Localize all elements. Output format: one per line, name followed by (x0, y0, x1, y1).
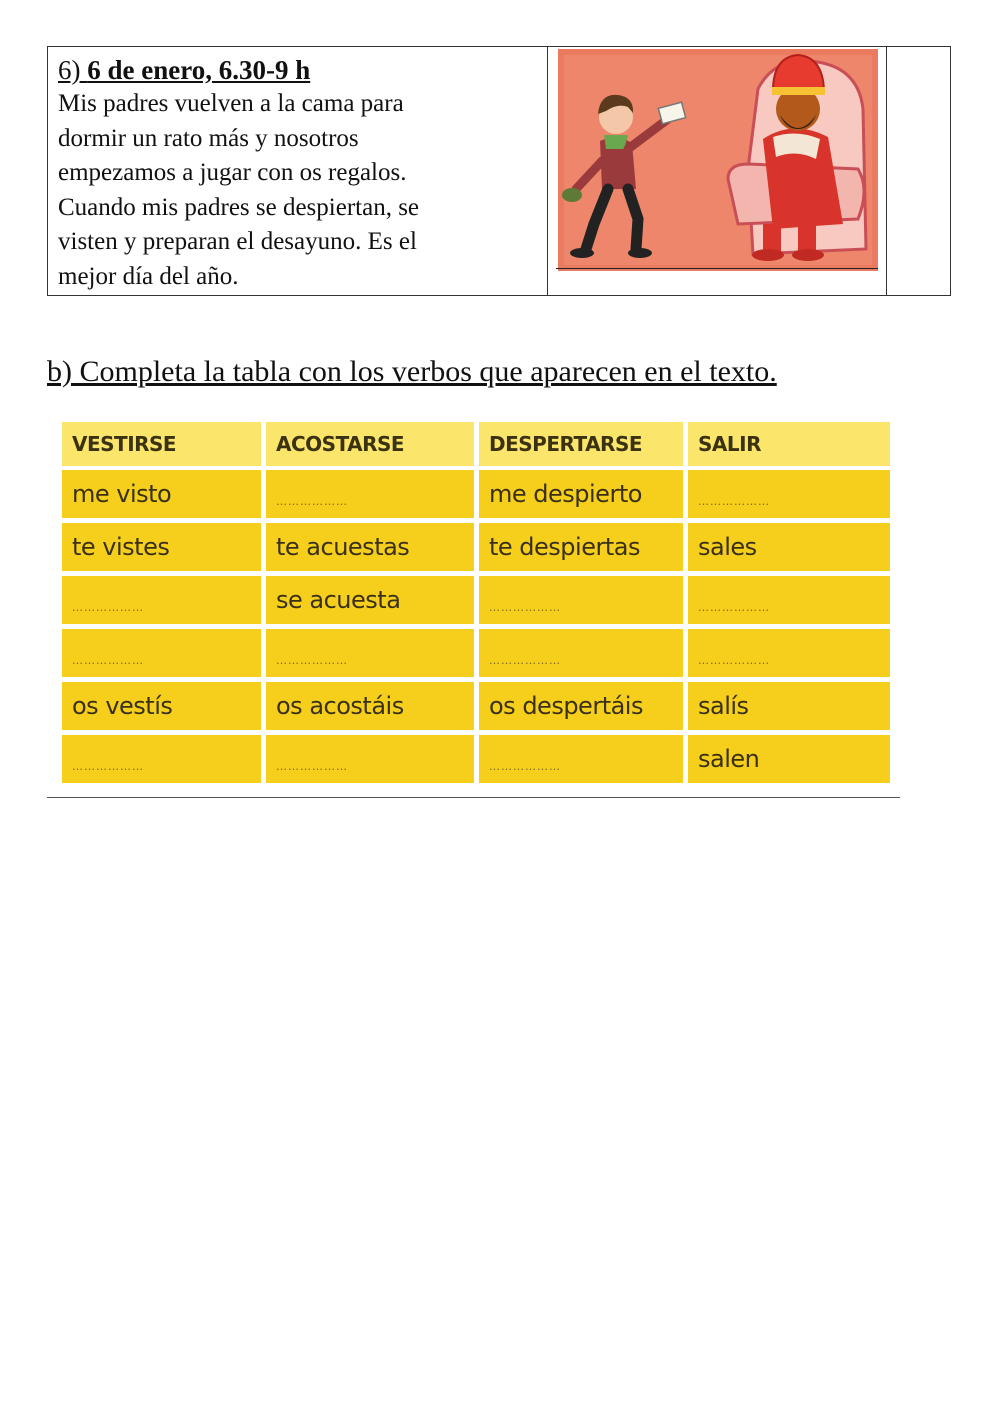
instruction-text: b) Completa la tabla con los verbos que aparecen en el texto. (47, 355, 777, 388)
cell-salir-ellos: salen (688, 735, 890, 783)
verb-table (62, 422, 890, 786)
child-giving-letter-to-king-illustration (558, 49, 878, 271)
cell-vestirse-vosotros: os vestís (62, 682, 261, 730)
table-bottom-rule (47, 797, 900, 798)
blank-despertarse-el[interactable]: ……………… (479, 576, 683, 624)
story-text-column (48, 47, 548, 295)
story-number: 6) (58, 55, 81, 85)
cell-salir-tu: sales (688, 523, 890, 571)
illustration-underline (556, 268, 878, 269)
blank-vestirse-el[interactable]: ……………… (62, 576, 261, 624)
story-line: mejor día del año. (58, 262, 239, 290)
blank-vestirse-nosotros[interactable]: ……………… (62, 629, 261, 677)
blank-salir-nosotros[interactable]: ……………… (688, 629, 890, 677)
blank-salir-yo[interactable]: ……………… (688, 470, 890, 518)
cell-vestirse-tu: te vistes (62, 523, 261, 571)
blank-despertarse-nosotros[interactable]: ……………… (479, 629, 683, 677)
cell-despertarse-tu: te despiertas (479, 523, 683, 571)
cell-vestirse-yo: me visto (62, 470, 261, 518)
story-paragraph (58, 87, 537, 295)
blank-salir-el[interactable]: ……………… (688, 576, 890, 624)
cell-salir-vosotros: salís (688, 682, 890, 730)
story-line: empezamos a jugar con os regalos. (58, 159, 407, 187)
blank-acostarse-yo[interactable]: ……………… (266, 470, 474, 518)
story-line: Mis padres vuelven a la cama para (58, 90, 404, 117)
cell-despertarse-yo: me despierto (479, 470, 683, 518)
story-box (47, 46, 951, 296)
blank-acostarse-ellos[interactable]: ……………… (266, 735, 474, 783)
blank-acostarse-nosotros[interactable]: ……………… (266, 629, 474, 677)
cell-despertarse-vosotros: os despertáis (479, 682, 683, 730)
story-heading (58, 53, 537, 87)
illustration-column (548, 47, 887, 295)
story-date-heading: 6 de enero, 6.30-9 h (87, 55, 311, 85)
story-line: Cuando mis padres se despiertan, se (58, 193, 420, 221)
story-line: dormir un rato más y nosotros (58, 124, 359, 152)
header-acostarse: ACOSTARSE (266, 422, 474, 466)
cell-acostarse-tu: te acuestas (266, 523, 474, 571)
blank-vestirse-ellos[interactable]: ……………… (62, 735, 261, 783)
blank-despertarse-ellos[interactable]: ……………… (479, 735, 683, 783)
header-salir: SALIR (688, 422, 890, 466)
cell-acostarse-el: se acuesta (266, 576, 474, 624)
header-vestirse: VESTIRSE (62, 422, 261, 466)
header-despertarse: DESPERTARSE (479, 422, 683, 466)
story-line: visten y preparan el desayuno. Es el (58, 228, 417, 256)
cell-acostarse-vosotros: os acostáis (266, 682, 474, 730)
